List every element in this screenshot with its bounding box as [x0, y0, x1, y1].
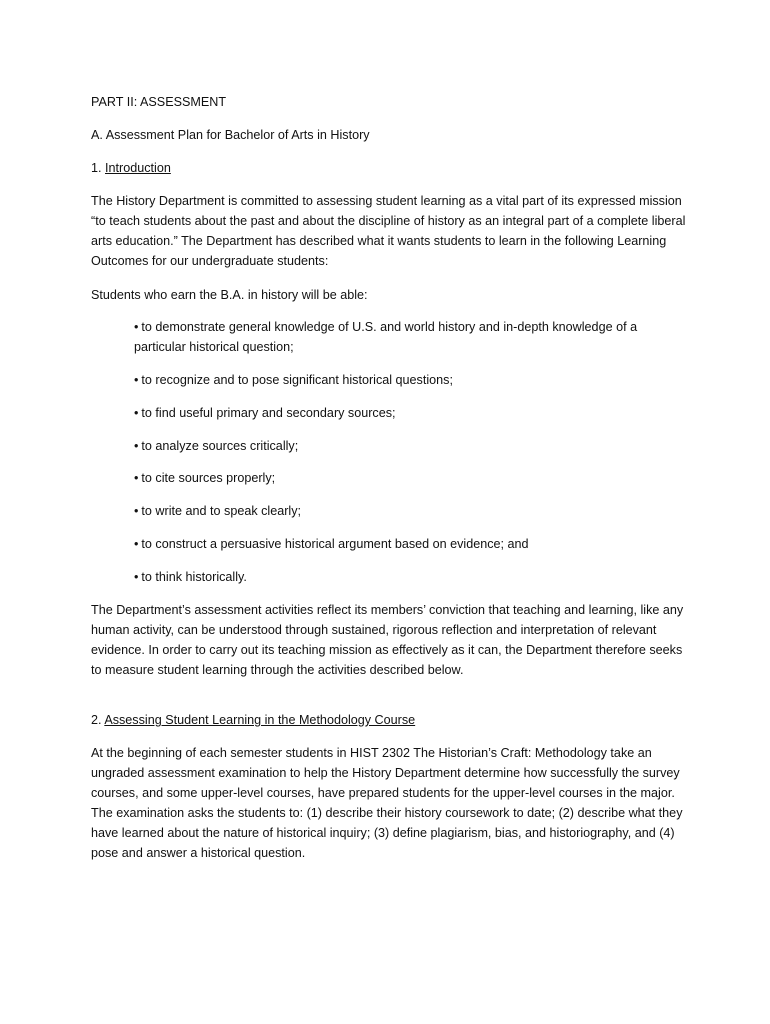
intro-title: Introduction — [105, 161, 171, 175]
outcome-text: to analyze sources critically; — [141, 439, 299, 453]
bullet-icon: • — [134, 373, 139, 387]
bullet-icon: • — [134, 320, 139, 334]
outcome-item — [134, 534, 674, 554]
outcome-text: to cite sources properly; — [141, 471, 276, 485]
intro-number: 1. — [91, 161, 106, 175]
methodology-title: Assessing Student Learning in the Methodology Course — [104, 713, 416, 727]
methodology-heading — [91, 710, 691, 730]
bullet-icon: • — [134, 537, 139, 551]
outcome-text: to find useful primary and secondary sources; — [141, 406, 396, 420]
outcome-item — [134, 317, 674, 357]
intro-heading — [91, 158, 691, 178]
methodology-number: 2. — [91, 713, 105, 727]
outcome-item — [134, 501, 674, 521]
outcome-item — [134, 403, 674, 423]
section-a-heading: A. Assessment Plan for Bachelor of Arts in History — [91, 128, 370, 142]
outcome-text: to demonstrate general knowledge of U.S. and world history and in-depth knowledge of a particular historical question; — [134, 320, 638, 354]
outcome-item — [134, 370, 674, 390]
outcomes-lead: Students who earn the B.A. in history will be able: — [91, 288, 368, 302]
outcome-text: to write and to speak clearly; — [141, 504, 302, 518]
bullet-icon: • — [134, 406, 139, 420]
bullet-icon: • — [134, 471, 139, 485]
outcome-text: to recognize and to pose significant historical questions; — [141, 373, 453, 387]
bullet-icon: • — [134, 504, 139, 518]
outcome-text: to construct a persuasive historical argument based on evidence; and — [141, 537, 529, 551]
conviction-paragraph: The Department’s assessment activities reflect its members’ conviction that teaching and learning, like any human activity, can be understood through sustained, rigorous reflection and interpretation of relevant evidence. In order to carry out its teaching mission as effectively as it can, the Department therefore seeks to measure student learning through the activities described below. — [91, 603, 684, 677]
methodology-paragraph: At the beginning of each semester students in HIST 2302 The Historian’s Craft: Methodology take an ungraded assessment examination to help the History Department determine how successfully the survey courses, and some upper-level courses, have prepared students for the upper-level courses in the major. The examination asks the students to: (1) describe their history coursework to date; (2) describe what they have learned about the nature of historical inquiry; (3) define plagiarism, bias, and historiography, and (4) pose and answer a historical question. — [91, 746, 683, 860]
part-heading: PART II: ASSESSMENT — [91, 95, 227, 109]
outcome-item — [134, 468, 674, 488]
outcome-item — [134, 436, 674, 456]
outcome-item — [134, 567, 674, 587]
outcome-text: to think historically. — [141, 570, 247, 584]
bullet-icon: • — [134, 439, 139, 453]
bullet-icon: • — [134, 570, 139, 584]
intro-paragraph: The History Department is committed to assessing student learning as a vital part of its expressed mission “to teach students about the past and about the discipline of history as an integral part of a complete liberal arts education.” The Department has described what it wants students to learn in the following Learning Outcomes for our undergraduate students: — [91, 194, 686, 268]
